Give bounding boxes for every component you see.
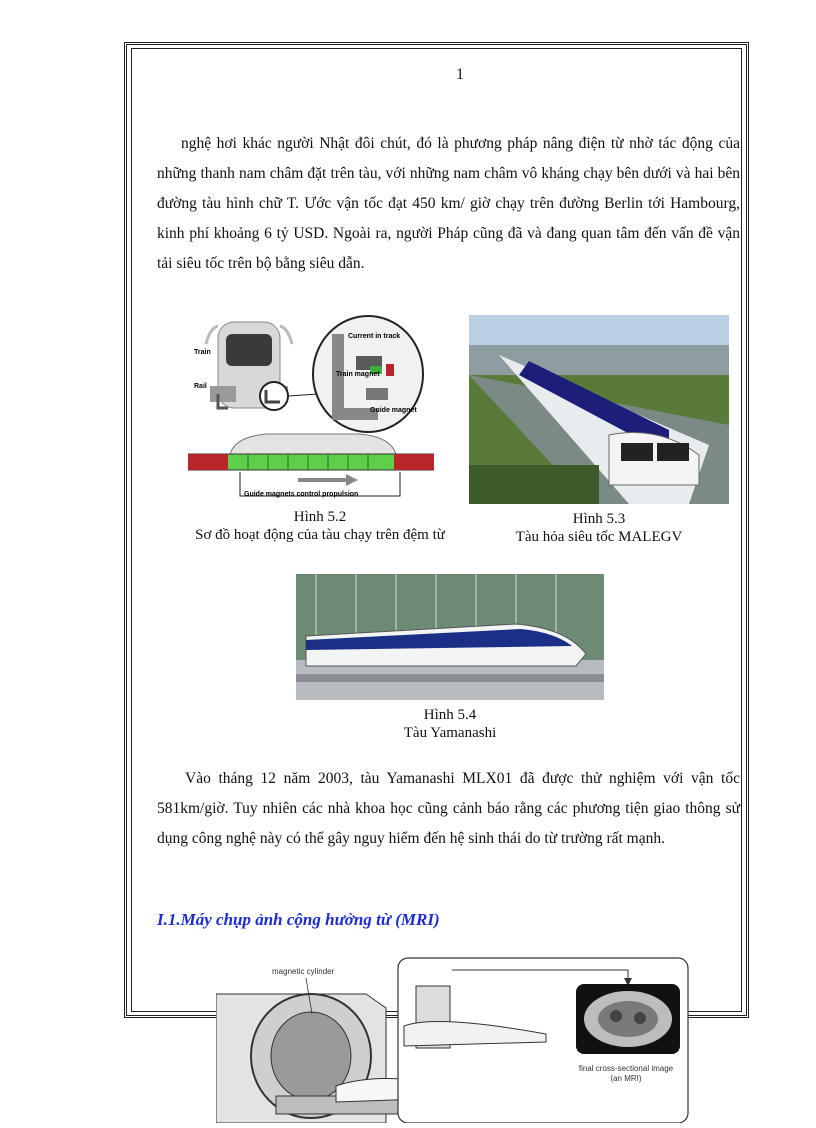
- malegv-photo-svg: [469, 315, 729, 504]
- label-propulsion: Guide magnets control propulsion: [244, 491, 359, 498]
- figure-malegv-photo: [469, 315, 729, 504]
- label-rail: Rail: [194, 383, 207, 390]
- maglev-diagram-svg: [188, 314, 434, 508]
- label-guide-magnet: Guide magnet: [370, 407, 417, 414]
- fig-5-4-title: Hình 5.4: [423, 707, 477, 723]
- fig-5-2-caption: Sơ đồ hoạt động của tàu chạy trên đệm từ: [195, 527, 445, 543]
- figure-mri-diagram: [216, 956, 692, 1123]
- label-train-magnet: Train magnet: [336, 371, 380, 378]
- label-magnetic-cylinder: magnetic cylinder: [272, 967, 335, 976]
- fig-5-4-caption: Tàu Yamanashi: [403, 725, 497, 741]
- figure-yamanashi-photo: [296, 574, 604, 700]
- paragraph-maglev-germany: nghệ hơi khác người Nhật đôi chút, đó là phương pháp nâng điện từ nhờ tác động của những thanh nam châm đặt trên tàu, với những nam châm vô kháng chạy bên dưới và hai bên đường tàu hình chữ T. Ước vận tốc đạt 450 km/ giờ chạy trên đường Berlin tới Hambourg, kinh phí khoảng 6 tỷ USD. Ngoài ra, người Pháp cũng đã và đang quan tâm đến vấn đề vận tải siêu tốc trên bộ bằng siêu dẫn.: [157, 135, 740, 272]
- caption-fig-5-3: [470, 510, 728, 546]
- yamanashi-photo-svg: [296, 574, 604, 700]
- fig-5-2-title: Hình 5.2: [293, 509, 347, 525]
- paragraph-yamanashi: Vào tháng 12 năm 2003, tàu Yamanashi MLX01 đã được thử nghiệm với vận tốc 581km/giờ. Tuy nhiên các nhà khoa học cũng cảnh báo rằng các phương tiện giao thông sử dụng công nghệ này có thể gây nguy hiểm đến hệ sinh thái do từ trường rất mạnh.: [157, 770, 740, 847]
- section-heading-mri: I.1.Máy chụp ảnh cộng hưởng từ (MRI): [157, 910, 440, 929]
- caption-fig-5-4: [300, 706, 600, 742]
- fig-5-3-caption: Tàu hỏa siêu tốc MALEGV: [515, 529, 683, 545]
- figure-maglev-diagram: [188, 314, 434, 508]
- label-final-image: final cross-sectional image: [578, 1064, 674, 1073]
- label-train: Train: [194, 349, 211, 356]
- label-an-mri: (an MRI): [610, 1074, 642, 1083]
- mri-diagram-svg: [216, 956, 692, 1123]
- fig-5-3-title: Hình 5.3: [572, 511, 626, 527]
- page-number: 1: [456, 66, 464, 83]
- caption-fig-5-2: [170, 508, 470, 544]
- label-current: Current in track: [348, 333, 401, 340]
